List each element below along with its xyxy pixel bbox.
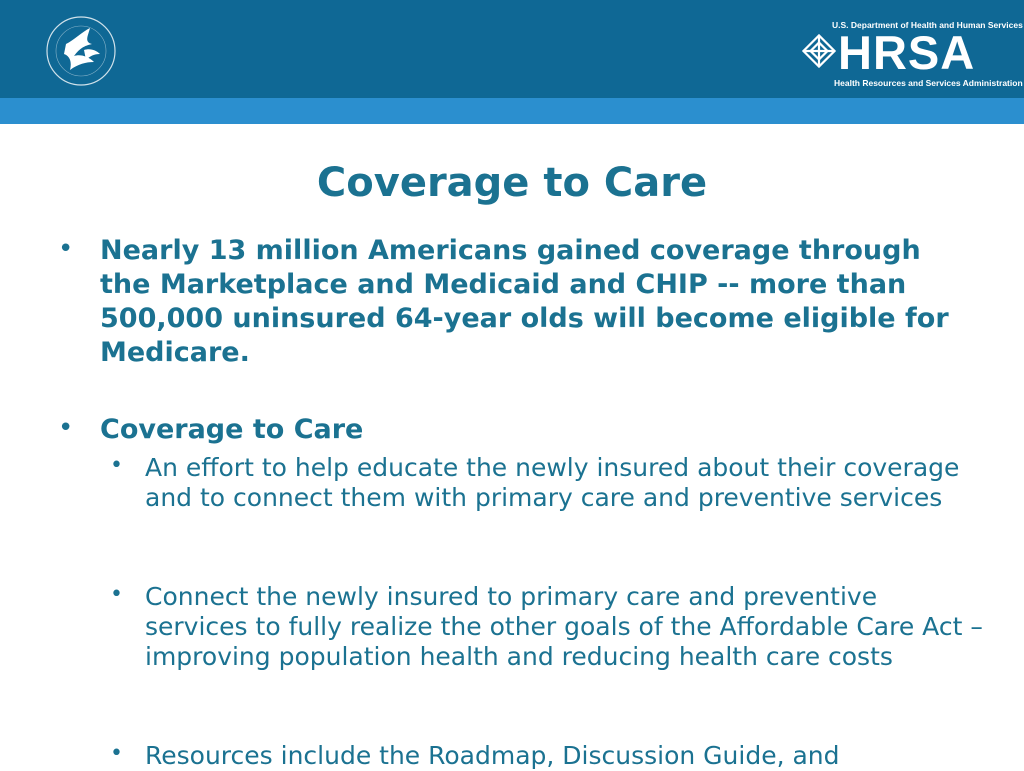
bullet-dot: •	[58, 234, 74, 264]
hrsa-dept-label: U.S. Department of Health and Human Services	[832, 20, 1023, 30]
sub-bullet-text: An effort to help educate the newly insured about their coverage and to connect them with primary care and preventive services	[145, 453, 960, 512]
bullet-dot: •	[58, 413, 74, 443]
sub-bullet-text: Connect the newly insured to primary care and preventive services to fully realize the other goals of the Affordable Care Act – improving population health and reducing health care costs	[145, 582, 983, 671]
sub-bullet-text: Resources include the Roadmap, Discussion Guide, and	[145, 741, 840, 770]
hrsa-wordmark: HRSA	[838, 26, 976, 79]
bullet-text: Coverage to Care	[100, 414, 364, 445]
sub-bullet-dot: •	[110, 453, 123, 478]
bullet-text: Nearly 13 million Americans gained coverage through the Marketplace and Medicaid and CHIP -- more than 500,000 uninsured 64-year olds will become eligible for Medicare.	[100, 235, 949, 368]
sub-bullet-dot: •	[110, 582, 123, 607]
sub-bullet-dot: •	[110, 741, 123, 766]
slide-title: Coverage to Care	[316, 160, 708, 206]
hrsa-full-name: Health Resources and Services Administration	[834, 78, 1023, 88]
